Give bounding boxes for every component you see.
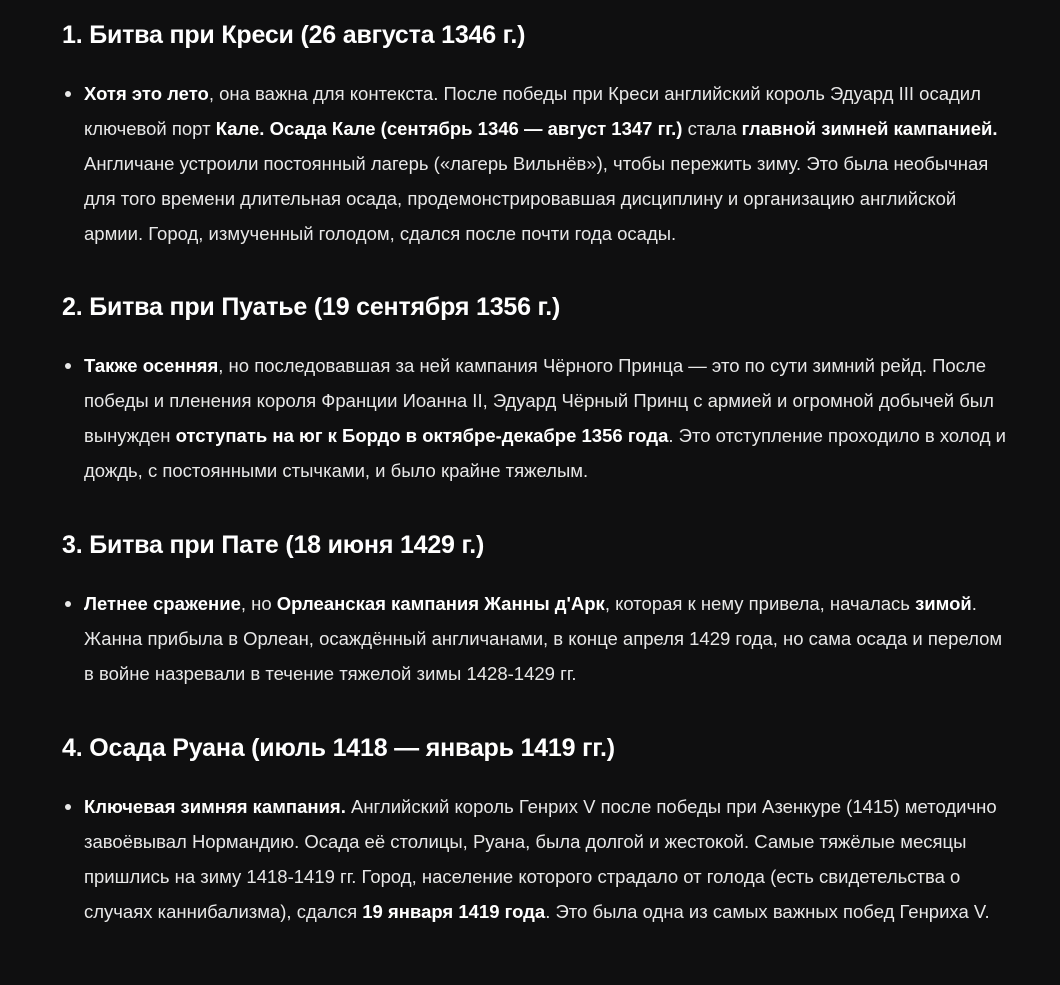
section-battle-of-patay (62, 530, 1010, 691)
bullet-icon (65, 804, 71, 810)
bold-text: Орлеанская кампания Жанны д'Арк (276, 593, 605, 614)
bold-text: зимой (915, 593, 972, 614)
section-siege-of-rouen (62, 733, 1010, 929)
bold-text: Хотя это лето (84, 83, 209, 104)
body-text: , но последовавшая за ней кампания Чёрного Принца — это по сути зимний рейд. После победы и пленения короля Франции Иоанна II, Эдуард Чёрный Принц с армией и огромной добычей был вынужден (84, 355, 994, 446)
section-heading: 4. Осада Руана (июль 1418 — январь 1419 гг.) (62, 734, 615, 762)
bold-text: главной зимней кампанией. (741, 118, 998, 139)
body-text: Английский король Генрих V после победы при Азенкуре (1415) методично завоёвывал Нормандию. Осада её столицы, Руана, была долгой и жестокой. Самые тяжёлые месяцы пришлись на зиму 1418-1419 гг. Город, население которого страдало от голода (есть свидетельства о случаях каннибализма), сдался (84, 796, 997, 922)
list-item (62, 789, 1010, 929)
bold-text: Ключевая зимняя кампания. (84, 796, 346, 817)
bold-text: Кале. Осада Кале (сентябрь 1346 — август 1347 гг.) (215, 118, 683, 139)
body-text: . Это была одна из самых важных побед Генриха V. (545, 901, 990, 922)
body-text: . Жанна прибыла в Орлеан, осаждённый англичанами, в конце апреля 1429 года, но сама осада и перелом в войне назревали в течение тяжелой зимы 1428-1429 гг. (84, 593, 1003, 684)
bold-text: отступать на юг к Бордо в октябре-декабре 1356 года (175, 425, 669, 446)
body-text: , но (240, 593, 277, 614)
bold-text: 19 января 1419 года (362, 901, 546, 922)
bullet-list (62, 76, 1010, 251)
bullet-icon (65, 91, 71, 97)
list-item (62, 348, 1010, 488)
bullet-icon (65, 363, 71, 369)
section-battle-of-crecy (62, 20, 1010, 251)
bullet-list (62, 586, 1010, 691)
body-text: , которая к нему привела, началась (604, 593, 916, 614)
bullet-icon (65, 601, 71, 607)
section-heading: 3. Битва при Пате (18 июня 1429 г.) (62, 531, 485, 559)
list-item (62, 76, 1010, 251)
bold-text: Также осенняя (84, 355, 219, 376)
body-text: . Это отступление проходило в холод и дождь, с постоянными стычками, и было крайне тяжелым. (84, 425, 1006, 481)
body-text: Англичане устроили постоянный лагерь («лагерь Вильнёв»), чтобы пережить зиму. Это была необычная для того времени длительная осада, продемонстрировавшая дисциплину и организацию английской армии. Город, измученный голодом, сдался после почти года осады. (84, 153, 989, 244)
bullet-list (62, 789, 1010, 929)
section-heading: 2. Битва при Пуатье (19 сентября 1356 г.) (62, 293, 561, 321)
body-text: , она важна для контекста. После победы при Креси английский король Эдуард III осадил ключевой порт (84, 83, 981, 139)
section-heading: 1. Битва при Креси (26 августа 1346 г.) (62, 21, 526, 49)
section-battle-of-poitiers (62, 292, 1010, 488)
body-text: стала (682, 118, 742, 139)
bullet-list (62, 348, 1010, 488)
list-item (62, 586, 1010, 691)
bold-text: Летнее сражение (84, 593, 241, 614)
